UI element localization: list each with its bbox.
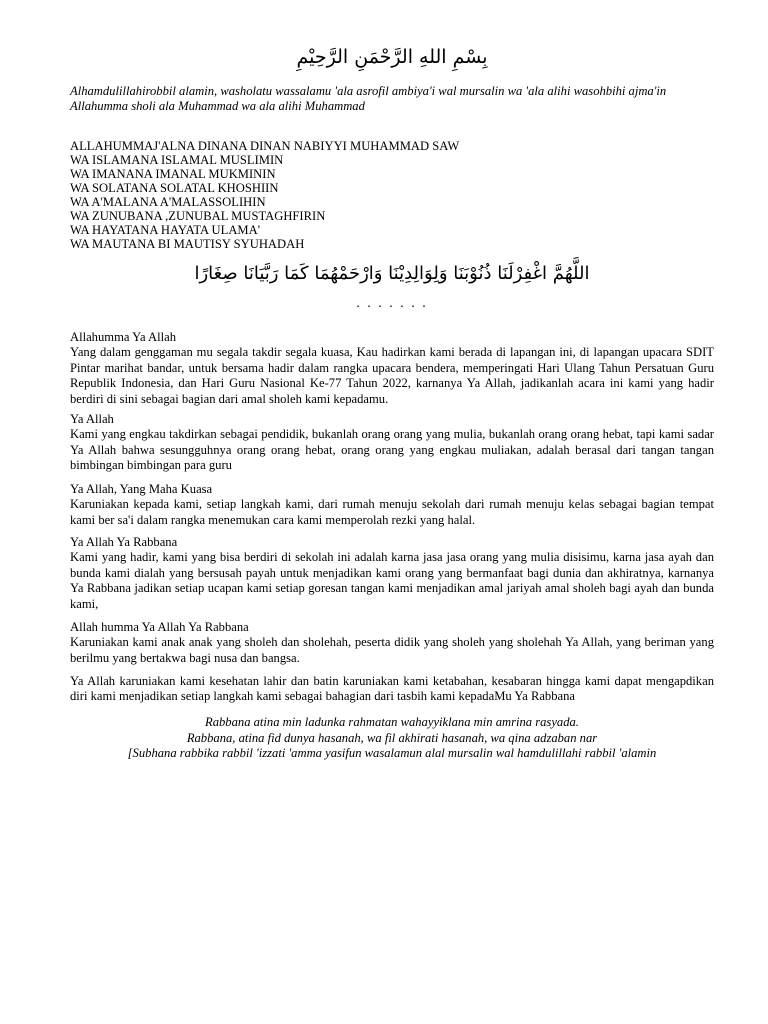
section-heading: Ya Allah, Yang Maha Kuasa: [70, 482, 213, 496]
intro-paragraph: [70, 84, 714, 113]
caps-line: WA ZUNUBANA ,ZUNUBAL MUSTAGHFIRIN: [70, 209, 326, 223]
caps-line: ALLAHUMMAJ'ALNA DINANA DINAN NABIYYI MUHAMMAD SAW: [70, 139, 460, 153]
intro-line-hamdalah: Alhamdulillahirobbil alamin, washolatu wassalamu 'ala asrofil ambiya'i wal mursalin wa 'ala alihi wasohbihi ajma'in: [70, 84, 667, 98]
caps-line: WA SOLATANA SOLATAL KHOSHIIN: [70, 181, 279, 195]
caps-line: WA HAYATANA HAYATA ULAMA': [70, 223, 260, 237]
prayer-section: [70, 330, 714, 407]
section-heading: Allahumma Ya Allah: [70, 330, 176, 344]
closing-line: Rabbana atina min ladunka rahmatan wahayyiklana min amrina rasyada.: [205, 715, 579, 729]
closing-line: Rabbana, atina fid dunya hasanah, wa fil akhirati hasanah, wa qina adzaban nar: [186, 730, 598, 745]
closing-line: [Subhana rabbika rabbil 'izzati 'amma yasifun wasalamun alal mursalin wal hamdulillahi rabbil 'alamin: [127, 746, 657, 760]
section-body: Ya Allah karuniakan kami kesehatan lahir dan batin karuniakan kami ketabahan, kesabaran hingga kami dapat mengapdikan diri kami menjadikan setiap langkah kami sebagai bahagian dari tasbih kami kepadaMu Ya Rabbana: [70, 674, 714, 704]
caps-line: WA IMANANA IMANAL MUKMININ: [70, 167, 276, 181]
intro-line-sholawat: Allahumma sholi ala Muhammad wa ala alihi Muhammad: [70, 98, 365, 113]
prayer-section: [70, 674, 714, 705]
prayer-section: [70, 412, 714, 474]
capitalized-prayer-lines: [70, 139, 714, 251]
arabic-prayer-for-parents: اللَّهُمَّ اغْفِرْلَنَا ذُنُوْبَنَا وَلِوَالِدِيْنَا وَارْحَمْهُمَا كَمَا رَبَّيَانَا صِغَارًا: [194, 263, 590, 284]
section-heading: Ya Allah: [70, 412, 114, 426]
basmala-heading: بِسْمِ اللهِ الرَّحْمَنِ الرَّحِيْمِ: [296, 46, 488, 68]
ellipsis-separator: . . . . . . .: [356, 296, 428, 311]
prayer-section: [70, 482, 714, 528]
closing-prayer: [70, 715, 714, 762]
prayer-section: [70, 620, 714, 666]
caps-line: WA A'MALANA A'MALASSOLIHIN: [70, 195, 266, 209]
section-heading: Allah humma Ya Allah Ya Rabbana: [70, 620, 249, 634]
prayer-section: [70, 535, 714, 612]
section-body: Karuniakan kepada kami, setiap langkah kami, dari rumah menuju sekolah dari rumah menuju kelas sebagai bagian tempat kami ber sa'i dalam rangka menemukan cara kami memperolah rezki yang halal.: [70, 497, 714, 527]
section-body: Karuniakan kami anak anak yang sholeh dan sholehah, peserta didik yang sholeh yang sholehah Ya Allah, yang beriman yang berilmu yang bertakwa bagi nusa dan bangsa.: [70, 635, 714, 665]
section-heading: Ya Allah Ya Rabbana: [70, 535, 178, 549]
section-body: Yang dalam genggaman mu segala takdir segala kuasa, Kau hadirkan kami berada di lapangan ini, di lapangan upacara SDIT Pintar marihat bandar, untuk bersama hadir dalam rangka upacara bendera, memperingati Hari Ulang Tahun Persatuan Guru Republik Indonesia, dan Hari Guru Nasional Ke-77 Tahun 2022, karnanya Ya Allah, jadikanlah acara ini kami yang hadir berdiri di sini sebagai bagian dari amal sholeh kami kepadamu.: [70, 345, 714, 406]
caps-line: WA ISLAMANA ISLAMAL MUSLIMIN: [70, 153, 284, 167]
section-body: Kami yang engkau takdirkan sebagai pendidik, bukanlah orang orang yang mulia, bukanlah orang orang hebat, tapi kami sadar Ya Allah bahwa sesungguhnya orang orang hebat, orang orang yang engkau muliakan, adalah berasal dari tangan tangan bimbingan bimbingan para guru: [70, 427, 714, 473]
section-body: Kami yang hadir, kami yang bisa berdiri di sekolah ini adalah karna jasa jasa orang yang mulia disisimu, karna jasa ayah dan bunda kami dialah yang bersusah payah untuk menjadikan kami orang yang bermanfaat bagi dunia dan akhiratnya, karnanya Ya Rabbana jadikan setiap ucapan kami setiap goresan tangan kami menjadikan amal jariyah amal sholeh bagi ayah dan bunda kami,: [70, 550, 714, 611]
caps-line: WA MAUTANA BI MAUTISY SYUHADAH: [70, 237, 305, 251]
